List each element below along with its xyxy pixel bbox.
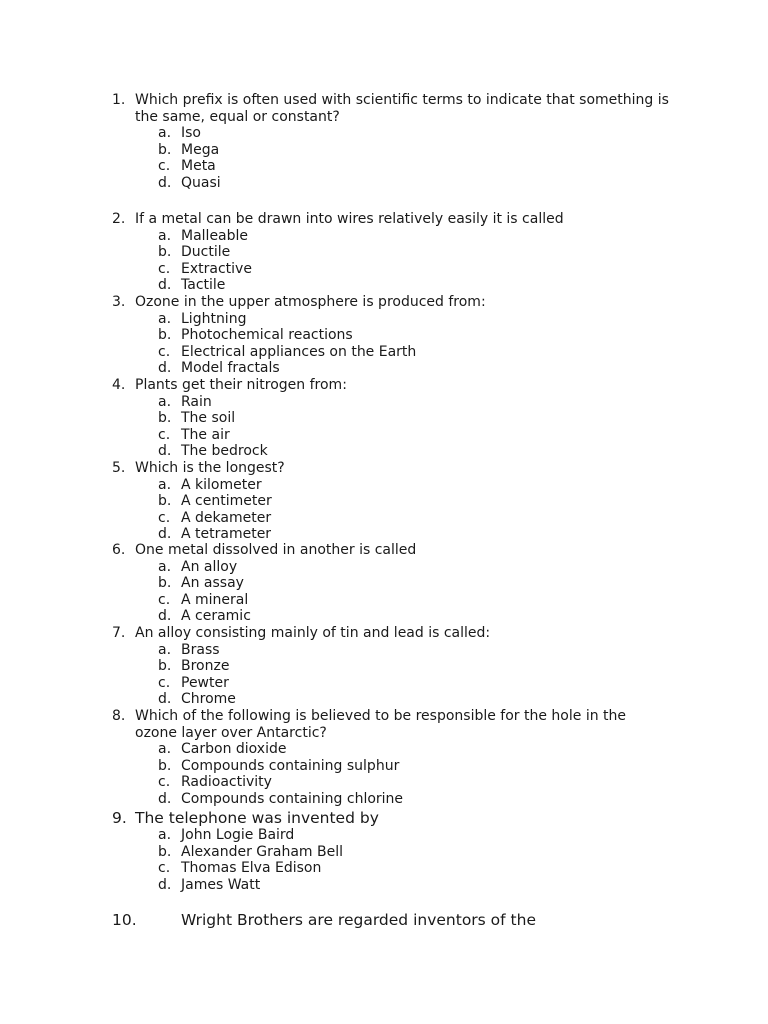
option-d [112,877,672,894]
option-c [112,344,672,361]
option-text: Pewter [181,674,229,691]
option-text: Photochemical reactions [181,327,353,344]
option-list [112,477,672,543]
option-letter: d. [158,790,172,807]
option-d [112,175,672,192]
question-5 [112,460,672,543]
option-a [112,642,672,659]
option-text: Chrome [181,691,236,708]
option-letter: a. [158,125,172,142]
option-list [112,394,672,460]
option-d [112,791,672,808]
option-letter: d. [158,691,172,708]
option-text: Electrical appliances on the Earth [181,343,417,360]
option-text: A ceramic [181,608,251,625]
option-b [112,142,672,159]
option-list [112,741,672,807]
question-number: 7. [112,625,126,641]
question-4 [112,377,672,460]
option-b [112,327,672,344]
option-letter: c. [158,260,171,277]
question-9 [112,809,672,893]
option-letter: c. [158,343,171,360]
option-text: Rain [181,393,212,410]
option-a [112,827,672,844]
option-list [112,311,672,377]
option-a [112,311,672,328]
option-letter: b. [158,843,172,860]
option-c [112,774,672,791]
option-text: Compounds containing chlorine [181,790,404,807]
question-number: 8. [112,708,126,724]
option-text: The soil [181,410,236,427]
question-text: Which is the longest? [135,460,285,476]
option-c [112,261,672,278]
option-b [112,244,672,261]
question-text: Which of the following is believed to be responsible for the hole in the ozone layer over Antarctic? [135,708,627,741]
option-text: Bronze [181,658,230,675]
option-letter: d. [158,360,172,377]
option-d [112,277,672,294]
option-text: Radioactivity [181,774,272,791]
option-text: Malleable [181,227,249,244]
question-text: Plants get their nitrogen from: [135,377,347,393]
option-letter: a. [158,741,172,758]
option-text: Brass [181,641,220,658]
option-letter: b. [158,141,172,158]
question-number: 4. [112,377,126,393]
option-c [112,592,672,609]
option-letter: d. [158,526,172,543]
option-letter: c. [158,158,171,175]
option-letter: b. [158,493,172,510]
option-text: John Logie Baird [181,827,295,843]
option-d [112,691,672,708]
option-text: Quasi [181,174,221,191]
option-d [112,443,672,460]
option-letter: d. [158,608,172,625]
option-letter: c. [158,509,171,526]
option-letter: c. [158,591,171,608]
option-letter: a. [158,476,172,493]
option-text: Thomas Elva Edison [181,860,322,877]
option-c [112,158,672,175]
option-b [112,758,672,775]
option-text: A dekameter [181,509,272,526]
option-text: A tetrameter [181,526,272,543]
option-letter: c. [158,860,171,877]
option-letter: d. [158,443,172,460]
option-text: A kilometer [181,476,262,493]
option-list [112,125,672,191]
option-a [112,559,672,576]
option-d [112,608,672,625]
option-letter: a. [158,227,172,244]
question-1 [112,92,672,192]
option-letter: b. [158,244,172,261]
question-number: 6. [112,542,126,558]
option-list [112,642,672,708]
option-text: James Watt [181,876,261,893]
option-text: Carbon dioxide [181,741,287,758]
question-number: 1. [112,92,126,108]
question-text: Ozone in the upper atmosphere is produced from: [135,294,486,310]
option-letter: c. [158,426,171,443]
question-6 [112,542,672,625]
option-text: A mineral [181,591,249,608]
option-b [112,844,672,861]
option-text: Meta [181,158,216,175]
question-text: An alloy consisting mainly of tin and lead is called: [135,625,491,641]
question-2 [112,211,672,294]
option-letter: b. [158,575,172,592]
option-b [112,493,672,510]
option-a [112,125,672,142]
option-list [112,559,672,625]
option-a [112,477,672,494]
option-letter: d. [158,876,172,893]
question-number: 3. [112,294,126,310]
option-text: The air [181,426,230,443]
question-number: 5. [112,460,126,476]
question-text: Which prefix is often used with scientific terms to indicate that something is the same, equal or constant? [135,92,669,125]
option-text: Tactile [181,277,226,294]
option-letter: b. [158,327,172,344]
option-text: Alexander Graham Bell [181,843,343,860]
question-text: If a metal can be drawn into wires relatively easily it is called [135,211,564,227]
option-text: Compounds containing sulphur [181,757,400,774]
option-d [112,526,672,543]
option-letter: d. [158,277,172,294]
option-text: Iso [181,125,201,142]
option-a [112,394,672,411]
option-list [112,827,672,893]
option-b [112,658,672,675]
option-letter: d. [158,174,172,191]
option-text: The bedrock [181,443,268,460]
question-3 [112,294,672,377]
option-list [112,228,672,294]
option-text: A centimeter [181,493,272,510]
option-d [112,360,672,377]
option-letter: b. [158,658,172,675]
question-text: One metal dissolved in another is called [135,542,417,558]
option-letter: c. [158,674,171,691]
option-text: Mega [181,141,220,158]
question-number: 10. [112,911,137,929]
question-8 [112,708,672,808]
option-letter: a. [158,827,172,843]
option-c [112,675,672,692]
option-text: An assay [181,575,244,592]
option-text: Model fractals [181,360,280,377]
option-letter: b. [158,757,172,774]
option-text: Lightning [181,310,247,327]
option-c [112,860,672,877]
question-text: The telephone was invented by [135,809,379,827]
option-text: An alloy [181,558,238,575]
question-7 [112,625,672,708]
option-letter: a. [158,310,172,327]
option-text: Extractive [181,260,252,277]
option-a [112,228,672,245]
question-number: 2. [112,211,126,227]
question-text: Wright Brothers are regarded inventors of the [181,911,536,929]
option-a [112,741,672,758]
option-b [112,410,672,427]
question-number: 9. [112,809,127,827]
option-letter: b. [158,410,172,427]
option-c [112,510,672,527]
option-letter: c. [158,774,171,791]
option-letter: a. [158,641,172,658]
option-c [112,427,672,444]
option-letter: a. [158,558,172,575]
option-b [112,575,672,592]
option-letter: a. [158,393,172,410]
option-text: Ductile [181,244,231,261]
